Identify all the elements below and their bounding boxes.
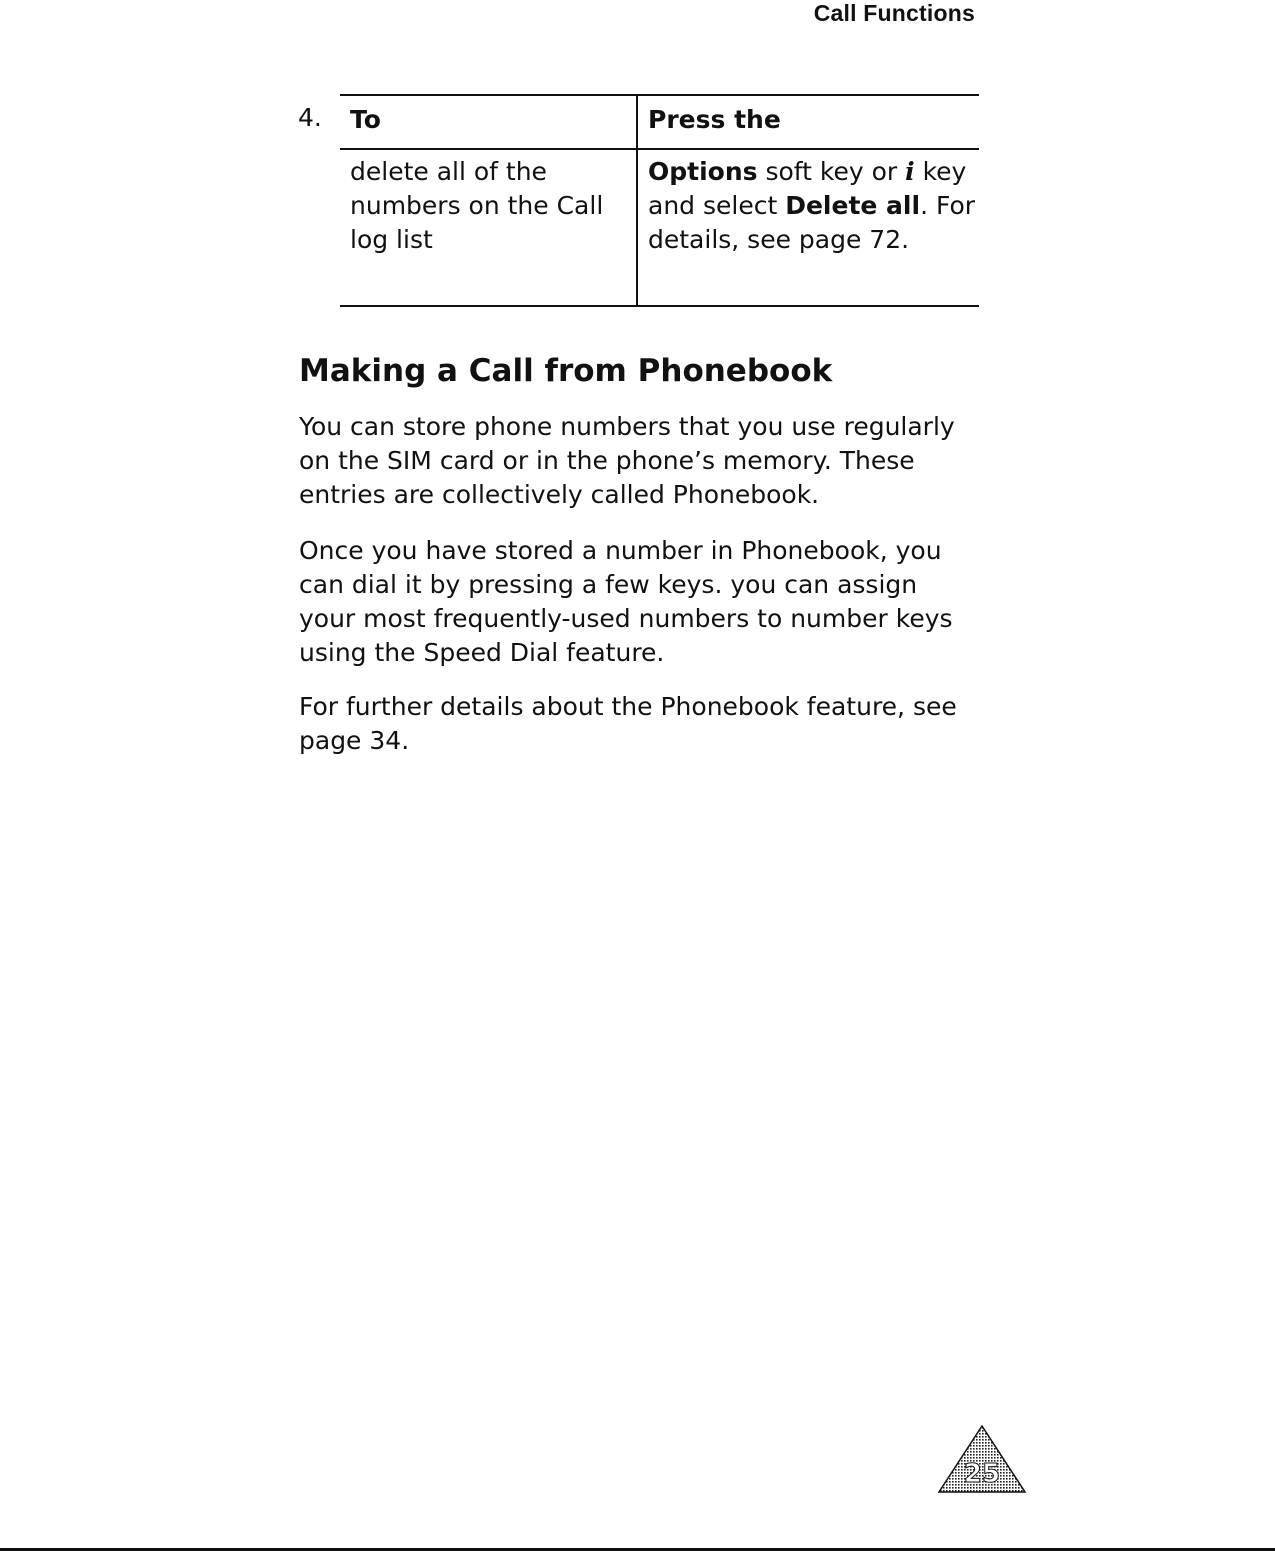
step-number: 4. [298, 103, 322, 132]
section-heading: Making a Call from Phonebook [299, 353, 833, 389]
bottom-rule [0, 1548, 1275, 1551]
body-paragraph: You can store phone numbers that you use regularly on the SIM card or in the phone’s memory. These entries are collectively called Phonebook. [299, 412, 955, 509]
table-header-row [340, 95, 979, 149]
options-key-label: Options [648, 157, 758, 186]
table-cell-to: delete all of the numbers on the Call log list [340, 149, 637, 306]
body-paragraph: Once you have stored a number in Phonebook, you can dial it by pressing a few keys. you can assign your most frequently-used numbers to number keys using the Speed Dial feature. [299, 536, 953, 667]
table-row [340, 149, 979, 306]
table-cell-press [637, 149, 979, 306]
page-number-badge-icon [937, 1424, 1027, 1494]
press-text-3: . For details, see page 72. [648, 191, 976, 254]
column-header-to: To [340, 95, 637, 149]
column-header-press: Press the [637, 95, 979, 149]
page-number: 25 [963, 1459, 1001, 1489]
instruction-table [340, 94, 979, 307]
delete-all-label: Delete all [785, 191, 921, 220]
body-paragraph: For further details about the Phonebook feature, see page 34. [299, 692, 957, 755]
running-header: Call Functions [813, 0, 975, 26]
press-text-1: soft key or [757, 157, 906, 186]
i-key-icon: i [905, 157, 915, 186]
press-text-2: key and select [648, 157, 967, 220]
